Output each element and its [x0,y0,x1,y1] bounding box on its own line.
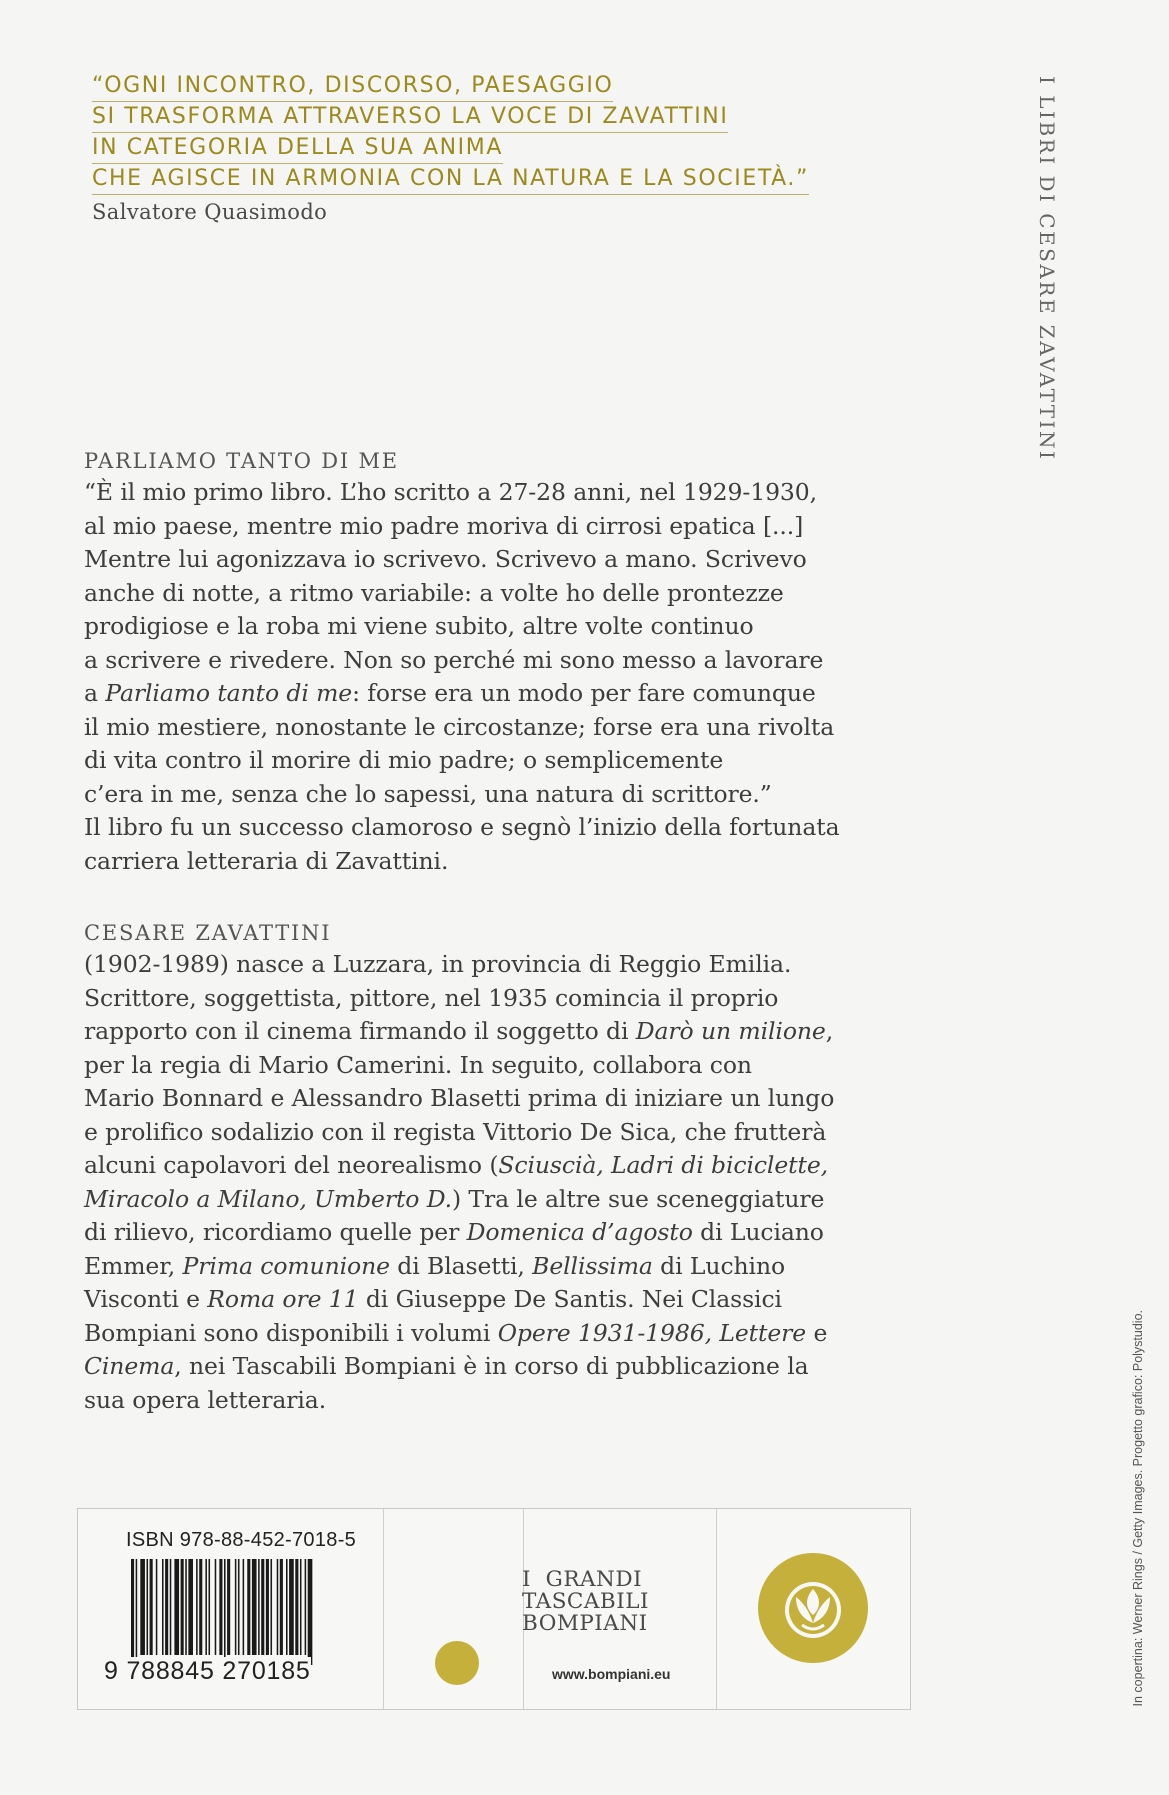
text-span: di Luchino [652,1251,786,1280]
barcode-bar [305,1559,307,1655]
text-line [84,1283,914,1317]
text-line [84,1317,914,1351]
text-span: ) Tra le altre sue sceneggiature [451,1184,825,1213]
panel-divider [716,1509,717,1709]
barcode-bar [181,1559,184,1655]
accent-dot [435,1641,479,1685]
film-title: Darò un milione [635,1017,826,1045]
barcode-panel [77,1508,911,1710]
text-span: rapporto con il cinema firmando il soggetto di [84,1017,636,1045]
text-span: Emmer, [84,1251,183,1280]
quote-line: SI TRASFORMA ATTRAVERSO LA VOCE DI ZAVATTINI [92,101,728,133]
barcode-bar [300,1559,302,1655]
quote-line: IN CATEGORIA DELLA SUA ANIMA [92,132,503,164]
text-span: di Blasetti, [389,1251,533,1280]
text-span: , nei Tascabili Bompiani è in corso di pubblicazione la [174,1352,809,1380]
series-line: BOMPIANI [522,1611,648,1636]
barcode-bar [136,1559,138,1665]
barcode-number: 9 788845 270185 [104,1657,311,1685]
film-title: Domenica d’agosto [466,1218,693,1246]
text-span: Bompiani sono disponibili i volumi [84,1318,498,1347]
text-line: il mio mestiere, nonostante le circostanze; forse era una rivolta [84,712,835,741]
text-span: Visconti e [84,1285,208,1313]
text-line: anche di notte, a ritmo variabile: a volte ho delle prontezze [84,578,784,607]
barcode-bar [215,1559,217,1655]
barcode-bar [261,1559,264,1655]
barcode-bar [280,1559,283,1655]
text-span: di Luciano [692,1218,824,1246]
text-line [84,677,914,711]
text-span: , [825,1017,834,1045]
film-title: Sciuscià, Ladri di biciclette, [498,1151,829,1179]
barcode-bar [174,1559,179,1655]
publisher-logo-icon [758,1553,868,1663]
series-line: I GRANDI [522,1567,643,1592]
barcode-bar [277,1559,279,1655]
barcode-bar [224,1559,226,1665]
barcode-bar [156,1559,158,1655]
text-line [84,1149,914,1183]
text-line: per la regia di Mario Camerini. In seguito, collabora con [84,1050,752,1079]
barcode-bar [235,1559,237,1655]
spine-title: I LIBRI DI CESARE ZAVATTINI [1035,76,1059,462]
barcode-bar [227,1559,230,1655]
text-line: c’era in me, senza che lo sapessi, una natura di scrittore.” [84,779,772,808]
text-line: sua opera letteraria. [84,1385,327,1414]
barcode-bar [295,1559,298,1655]
text-line: e prolifico sodalizio con il regista Vittorio De Sica, che frutterà [84,1117,827,1146]
text-line: prodigiose e la roba mi viene subito, altre volte continuo [84,612,754,640]
barcode-bar [219,1559,222,1655]
text-span: alcuni capolavori del neorealismo ( [84,1151,499,1179]
barcode-bar [199,1559,202,1655]
barcode-bar [185,1559,187,1655]
text-line [84,1183,914,1217]
book-title-italic: Opere 1931-1986, Lettere [497,1318,807,1347]
barcode-bar [243,1559,245,1655]
book-title-italic: Parliamo tanto di me [105,679,353,707]
cover-quote [92,70,852,224]
text-line: “È il mio primo libro. L’ho scritto a 27-28 anni, nel 1929-1930, [84,478,817,506]
barcode-bar [308,1559,313,1665]
author-name: CESARE ZAVATTINI [84,921,332,945]
text-line [84,1216,914,1250]
text-line: Mario Bonnard e Alessandro Blasetti prima di iniziare un lungo [84,1084,835,1112]
text-line: Il libro fu un successo clamoroso e segnò l’inizio della fortunata [84,813,840,841]
barcode-bar [289,1559,294,1655]
text-line [84,1015,914,1049]
barcode-bar [147,1559,149,1655]
text-span: di rilievo, ricordiamo quelle per [84,1218,467,1246]
film-title: Miracolo a Milano, Umberto D. [84,1184,452,1213]
author-biography [84,918,914,1417]
film-title: Bellissima [532,1251,653,1280]
text-line: Mentre lui agonizzava io scrivevo. Scrivevo a mano. Scrivevo [84,545,807,573]
barcode-bar [209,1559,211,1655]
text-span: : forse era un modo per fare comunque [352,679,816,707]
barcode-bar [150,1559,153,1655]
text-line: Scrittore, soggettista, pittore, nel 1935 comincia il proprio [84,983,779,1012]
text-span: di Giuseppe De Santis. Nei Classici [358,1285,782,1313]
cover-credits [1131,1310,1151,1710]
series-line: TASCABILI [522,1589,649,1614]
book-description [84,446,914,878]
barcode-bar [247,1559,250,1655]
barcode-bar [170,1559,172,1655]
series-name [522,1569,649,1635]
panel-divider [383,1509,384,1709]
book-title: PARLIAMO TANTO DI ME [84,449,399,473]
barcode-bar [140,1559,145,1655]
barcode-icon [131,1559,371,1665]
barcode-bar [266,1559,269,1655]
barcode-bar [131,1559,134,1665]
text-span: a [84,679,106,707]
barcode-bar [205,1559,207,1655]
text-line [84,1250,914,1284]
publisher-website: www.bompiani.eu [552,1666,671,1682]
text-line [84,1350,914,1384]
film-title: Prima comunione [182,1251,390,1280]
series-spine [1035,76,1071,476]
quote-line: “OGNI INCONTRO, DISCORSO, PAESAGGIO [92,70,613,102]
text-span: e [806,1318,828,1347]
text-line: a scrivere e rivedere. Non so perché mi sono messo a lavorare [84,645,824,674]
quote-line: CHE AGISCE IN ARMONIA CON LA NATURA E LA SOCIETÀ.” [92,163,809,195]
text-line: al mio paese, mentre mio padre moriva di cirrosi epatica [...] [84,511,804,540]
quote-author: Salvatore Quasimodo [92,200,328,224]
barcode-bar [286,1559,288,1655]
book-title-italic: Cinema [84,1352,175,1380]
film-title: Roma ore 11 [207,1285,359,1313]
credits-text: In copertina: Werner Rings / Getty Images. Progetto grafico: Polystudio. [1131,1310,1145,1707]
isbn-label: ISBN 978-88-452-7018-5 [126,1529,357,1551]
text-line: (1902-1989) nasce a Luzzara, in provincia di Reggio Emilia. [84,950,792,978]
barcode-bar [252,1559,257,1655]
barcode-bar [162,1559,164,1655]
barcode-bar [188,1559,193,1655]
text-line: di vita contro il morire di mio padre; o semplicemente [84,746,724,774]
barcode-bar [238,1559,240,1655]
barcode-bar [271,1559,273,1655]
barcode-bar [196,1559,198,1655]
text-line: carriera letteraria di Zavattini. [84,846,449,875]
barcode-bar [165,1559,168,1655]
barcode-bar [258,1559,260,1655]
